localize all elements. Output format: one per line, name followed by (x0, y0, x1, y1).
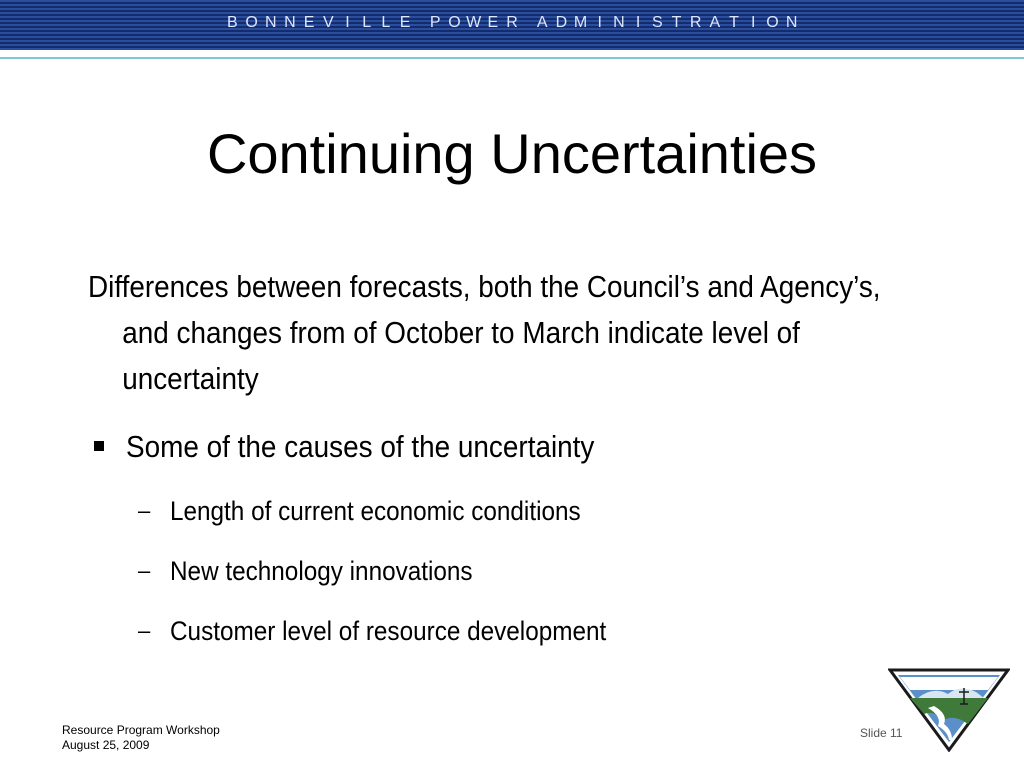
org-letter: A (709, 14, 721, 31)
header-band (0, 0, 1024, 50)
bullet-text: Some of the causes of the uncertainty (126, 429, 595, 464)
slide-number: Slide 11 (860, 726, 903, 740)
org-letter: R (689, 14, 702, 31)
sub-bullet-text: Length of current economic conditions (170, 496, 581, 526)
org-letter: V (322, 14, 334, 31)
org-letter: O (245, 14, 258, 31)
org-letter: B (227, 14, 238, 31)
org-letter: S (651, 14, 663, 31)
org-letter: T (671, 14, 682, 31)
org-letter: L (362, 14, 372, 31)
org-letter: R (506, 14, 518, 31)
org-letter: P (429, 14, 441, 31)
organization-name (0, 14, 1024, 32)
org-letter: O (766, 14, 779, 31)
org-letter: L (381, 14, 391, 31)
org-letter: M (573, 14, 588, 31)
footer-event: Resource Program Workshop (62, 723, 220, 737)
intro-paragraph: Differences between forecasts, both the Council’s and Agency’s, and changes from of October to March indicate level of uncertainty (88, 269, 881, 396)
org-letter (522, 14, 533, 32)
dash-bullet-icon: – (138, 498, 151, 523)
org-letter: N (785, 14, 798, 31)
org-letter: N (264, 14, 277, 31)
org-letter: E (399, 14, 411, 31)
bpa-triangle-logo-icon (888, 668, 1010, 752)
org-letter: N (284, 14, 296, 31)
org-letter: D (555, 14, 568, 31)
sub-bullet-text: Customer level of resource development (170, 616, 607, 646)
org-letter: E (487, 14, 499, 31)
footer-date: August 25, 2009 (62, 738, 150, 752)
dash-bullet-icon: – (138, 618, 151, 643)
org-letter: I (635, 14, 641, 31)
org-letter: I (751, 14, 756, 31)
org-letter: I (345, 14, 350, 31)
org-letter: A (536, 14, 548, 31)
footer-info (62, 723, 220, 753)
org-letter: E (303, 14, 315, 31)
sub-bullet-text: New technology innovations (170, 556, 473, 586)
slide-title: Continuing Uncertainties (206, 122, 818, 185)
org-letter: W (466, 14, 482, 31)
organization-name-text (223, 14, 801, 32)
org-letter: I (597, 14, 602, 31)
org-letter: N (613, 14, 625, 31)
header-divider (0, 57, 1024, 59)
square-bullet-icon (94, 441, 104, 451)
org-letter: T (729, 14, 739, 31)
dash-bullet-icon: – (138, 558, 151, 583)
slide-body (88, 264, 888, 646)
org-letter (415, 14, 426, 32)
org-letter: O (448, 14, 461, 31)
